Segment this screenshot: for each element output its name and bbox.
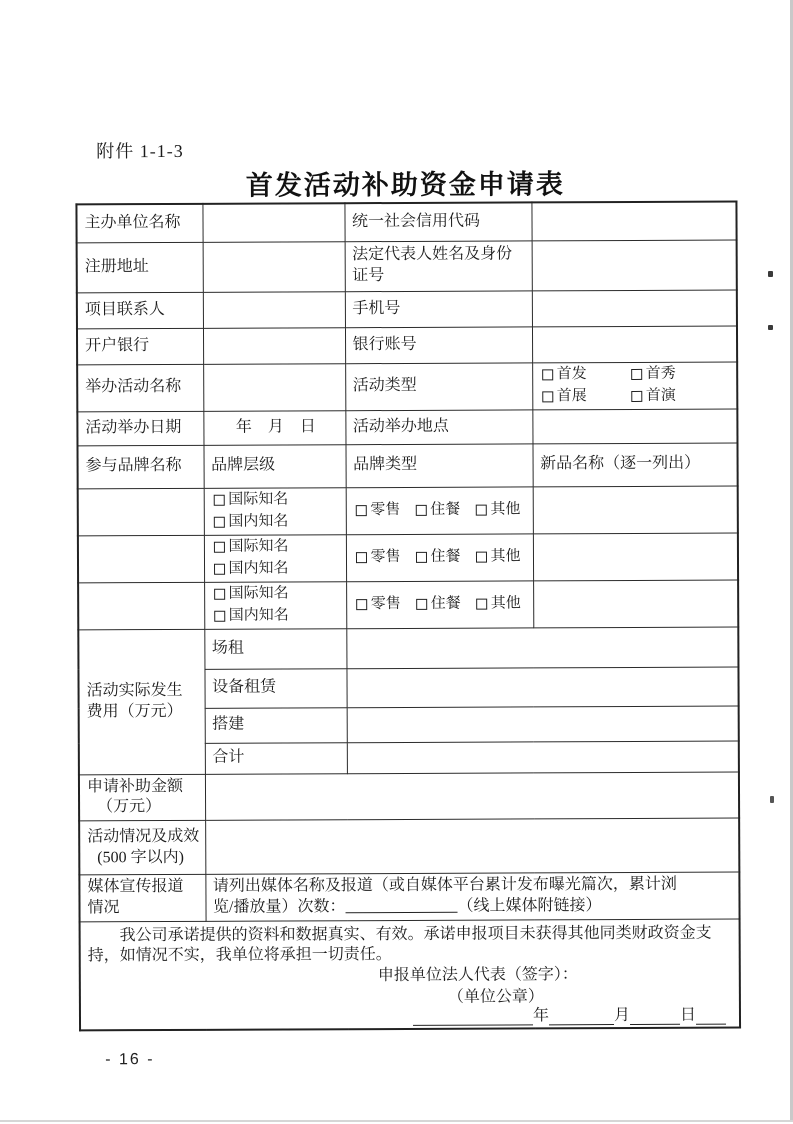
input-cell-total (347, 741, 739, 774)
option-label: 首展 (556, 388, 587, 405)
field-label-line: 申请补助金额 (86, 777, 184, 795)
brand-row (78, 533, 738, 583)
attachment-label: 附件 1-1-3 (96, 140, 184, 162)
input-cell-equipment-rental (346, 667, 738, 708)
field-label-activity-name: 举办活动名称 (77, 364, 203, 412)
application-form-table (75, 201, 741, 1032)
input-cell-brand-name (78, 535, 204, 583)
checkbox-icon (213, 517, 224, 528)
input-cell-host-unit (202, 203, 344, 242)
checkbox-icon (213, 495, 224, 506)
checkbox-icon (356, 599, 367, 610)
checkbox-icon (355, 552, 366, 563)
option-label: 国际知名 (228, 490, 289, 508)
brand-tier-options (211, 537, 341, 580)
row-contact (77, 290, 737, 329)
row-bank (77, 326, 737, 365)
checkbox-icon (542, 369, 553, 380)
field-label-line: 证号 (352, 267, 385, 285)
blank-line (696, 1011, 726, 1025)
field-label-line: 情况 (87, 899, 120, 917)
column-header-brand-name: 参与品牌名称 (77, 445, 203, 489)
field-label-activity-place: 活动举办地点 (345, 409, 532, 444)
checkbox-option-food-lodging (415, 500, 460, 520)
checkbox-option-retail (355, 548, 400, 568)
checkbox-option-other (476, 594, 521, 614)
column-header-brand-tier: 品牌层级 (203, 444, 345, 488)
checkbox-icon (213, 542, 224, 553)
input-cell-brand-name (78, 488, 204, 536)
input-cell-new-product (533, 486, 738, 534)
brand-row (78, 486, 738, 536)
checkbox-icon (475, 505, 486, 516)
column-header-brand-type: 品牌类型 (345, 443, 532, 487)
option-label: 首演 (645, 387, 676, 404)
media-instructions-line2-suffix: （线上媒体附链接） (457, 896, 602, 915)
checkbox-icon (214, 589, 225, 600)
input-cell-new-product (533, 533, 738, 581)
scan-artifact (770, 796, 774, 803)
field-label-mobile: 手机号 (345, 290, 532, 327)
page-number: - 16 - (105, 1051, 155, 1069)
column-header-new-product: 新品名称（逐一列出） (532, 443, 737, 487)
option-label: 国际知名 (228, 584, 289, 602)
row-subsidy-amount (79, 772, 739, 821)
date-day-label: 日 (679, 1006, 697, 1024)
input-cell-activity-place (532, 409, 737, 444)
field-label-actual-expenses (78, 629, 205, 775)
blank-line (630, 1011, 680, 1025)
input-cell-activity-name (203, 363, 345, 411)
field-label-construction: 搭建 (205, 707, 347, 743)
brand-tier-options (212, 584, 342, 627)
row-brand-header (77, 443, 737, 489)
brand-tier-options (211, 490, 341, 533)
field-label-subsidy-amount (79, 774, 205, 821)
brand-type-options (353, 547, 528, 567)
field-label-activity-type: 活动类型 (345, 362, 532, 410)
field-label-equipment-rental: 设备租赁 (204, 668, 346, 708)
field-label-line: 活动实际发生 (86, 681, 183, 700)
input-cell-subsidy-amount (205, 772, 739, 821)
field-label-bank: 开户银行 (77, 328, 203, 365)
blank-line (413, 1012, 533, 1027)
row-declaration (80, 919, 740, 1031)
field-label-line: (500 字以内) (97, 848, 184, 866)
checkbox-option-first-launch (542, 365, 587, 385)
brand-tier-cell (204, 487, 346, 535)
input-cell-account (532, 326, 737, 363)
brand-tier-cell (204, 534, 346, 582)
input-cell-venue-rent (346, 627, 738, 669)
field-label-line: 媒体宣传报道 (87, 878, 184, 896)
checkbox-option-domestic-famous (213, 512, 341, 532)
media-instructions-line2-prefix: 览/播放量）次数： (212, 898, 346, 916)
field-label-line: （万元） (97, 798, 162, 816)
declaration-text: 我公司承诺提供的资料和数据真实、有效。承诺申报项目未获得其他同类财政资金支持，如情况不实，我单位将承担一切责任。 (87, 924, 712, 964)
input-cell-new-product (533, 580, 738, 628)
option-label: 零售 (370, 548, 401, 565)
checkbox-option-other (475, 547, 520, 567)
brand-type-cell (346, 486, 533, 534)
date-month-label: 月 (613, 1006, 631, 1024)
checkbox-option-food-lodging (415, 547, 460, 567)
brand-type-cell (346, 533, 533, 581)
checkbox-icon (355, 505, 366, 516)
input-cell-credit-code (531, 202, 736, 241)
input-cell-activity-effect (205, 818, 739, 874)
form-title: 首发活动补助资金申请表 (245, 169, 565, 201)
checkbox-icon (415, 505, 426, 516)
checkbox-option-other (475, 500, 520, 520)
scan-artifact (768, 325, 773, 330)
checkbox-icon (214, 611, 225, 622)
row-activity-name (77, 362, 737, 412)
checkbox-option-retail (356, 595, 401, 615)
checkbox-icon (631, 369, 642, 380)
date-line (413, 1006, 735, 1026)
row-activity-date (77, 409, 737, 446)
option-label: 住餐 (430, 595, 461, 612)
checkbox-icon (214, 564, 225, 575)
option-label: 零售 (370, 595, 401, 612)
option-label: 首秀 (645, 365, 676, 382)
field-label-line: 费用（万元） (86, 702, 183, 720)
expense-row-venue (78, 627, 738, 670)
checkbox-option-food-lodging (416, 594, 461, 614)
checkbox-option-first-show (631, 364, 676, 384)
input-cell-brand-name (78, 582, 204, 630)
field-label-credit-code: 统一社会信用代码 (344, 202, 531, 241)
field-label-media-coverage (79, 874, 205, 921)
option-label: 首发 (556, 365, 587, 382)
input-cell-construction (347, 706, 739, 743)
checkbox-icon (475, 552, 486, 563)
checkbox-option-domestic-famous (214, 606, 342, 626)
option-label: 国内知名 (228, 560, 289, 577)
checkbox-option-intl-famous (214, 584, 342, 604)
option-label: 国内知名 (228, 607, 289, 624)
field-label-total: 合计 (205, 742, 347, 774)
row-activity-effect (79, 818, 739, 875)
media-instructions-line1: 请列出媒体名称及报道（或自媒体平台累计发布曝光篇次，累计浏 (212, 875, 677, 895)
input-cell-legal-rep (532, 240, 737, 291)
brand-type-options (353, 500, 528, 520)
checkbox-option-retail (355, 501, 400, 521)
option-label: 国内知名 (228, 513, 289, 530)
date-placeholder-cell: 年 月 日 (203, 410, 345, 445)
field-label-activity-date: 活动举办日期 (77, 411, 203, 446)
field-label-activity-effect (79, 820, 205, 875)
input-cell-bank (203, 327, 345, 364)
field-label-contact: 项目联系人 (77, 292, 203, 329)
option-label: 国际知名 (228, 537, 289, 555)
option-label: 其他 (490, 501, 521, 518)
field-label-address: 注册地址 (77, 242, 203, 293)
activity-type-options-cell (532, 362, 737, 410)
row-media-coverage (79, 872, 739, 921)
checkbox-icon (476, 599, 487, 610)
field-label-legal-rep (345, 240, 532, 291)
checkbox-option-first-exhibit (542, 387, 587, 407)
checkbox-option-first-performance (631, 387, 676, 407)
checkbox-option-intl-famous (213, 490, 341, 510)
option-label: 住餐 (430, 548, 461, 565)
date-year-label: 年 (532, 1007, 550, 1025)
scan-artifact (768, 271, 773, 277)
input-cell-mobile (532, 290, 737, 327)
field-label-line: 法定代表人姓名及身份 (352, 245, 513, 264)
media-coverage-instructions (205, 872, 739, 921)
signature-label: 申报单位法人代表（签字）： (377, 966, 578, 985)
row-address (77, 240, 737, 293)
option-label: 住餐 (430, 501, 461, 518)
option-label: 其他 (490, 548, 521, 565)
brand-row (78, 580, 738, 630)
option-label: 其他 (490, 595, 521, 612)
brand-type-options (354, 594, 529, 614)
declaration-cell (80, 919, 740, 1031)
checkbox-option-domestic-famous (213, 559, 341, 579)
row-host-unit (76, 202, 736, 243)
checkbox-option-intl-famous (213, 537, 341, 557)
checkbox-icon (542, 392, 553, 403)
input-cell-address (203, 241, 345, 292)
activity-type-options (540, 364, 733, 407)
brand-type-cell (346, 580, 533, 628)
seal-label: （单位公章） (447, 987, 544, 1006)
checkbox-icon (415, 552, 426, 563)
checkbox-icon (631, 391, 642, 402)
option-label: 零售 (370, 501, 401, 518)
field-label-host-unit: 主办单位名称 (76, 204, 202, 243)
field-label-venue-rent: 场租 (204, 628, 346, 669)
input-cell-contact (203, 291, 345, 328)
brand-tier-cell (204, 581, 346, 629)
field-label-account: 银行账号 (345, 326, 532, 363)
field-label-line: 活动情况及成效 (87, 827, 200, 846)
blank-line (345, 899, 457, 913)
blank-line (549, 1011, 614, 1025)
checkbox-icon (416, 599, 427, 610)
